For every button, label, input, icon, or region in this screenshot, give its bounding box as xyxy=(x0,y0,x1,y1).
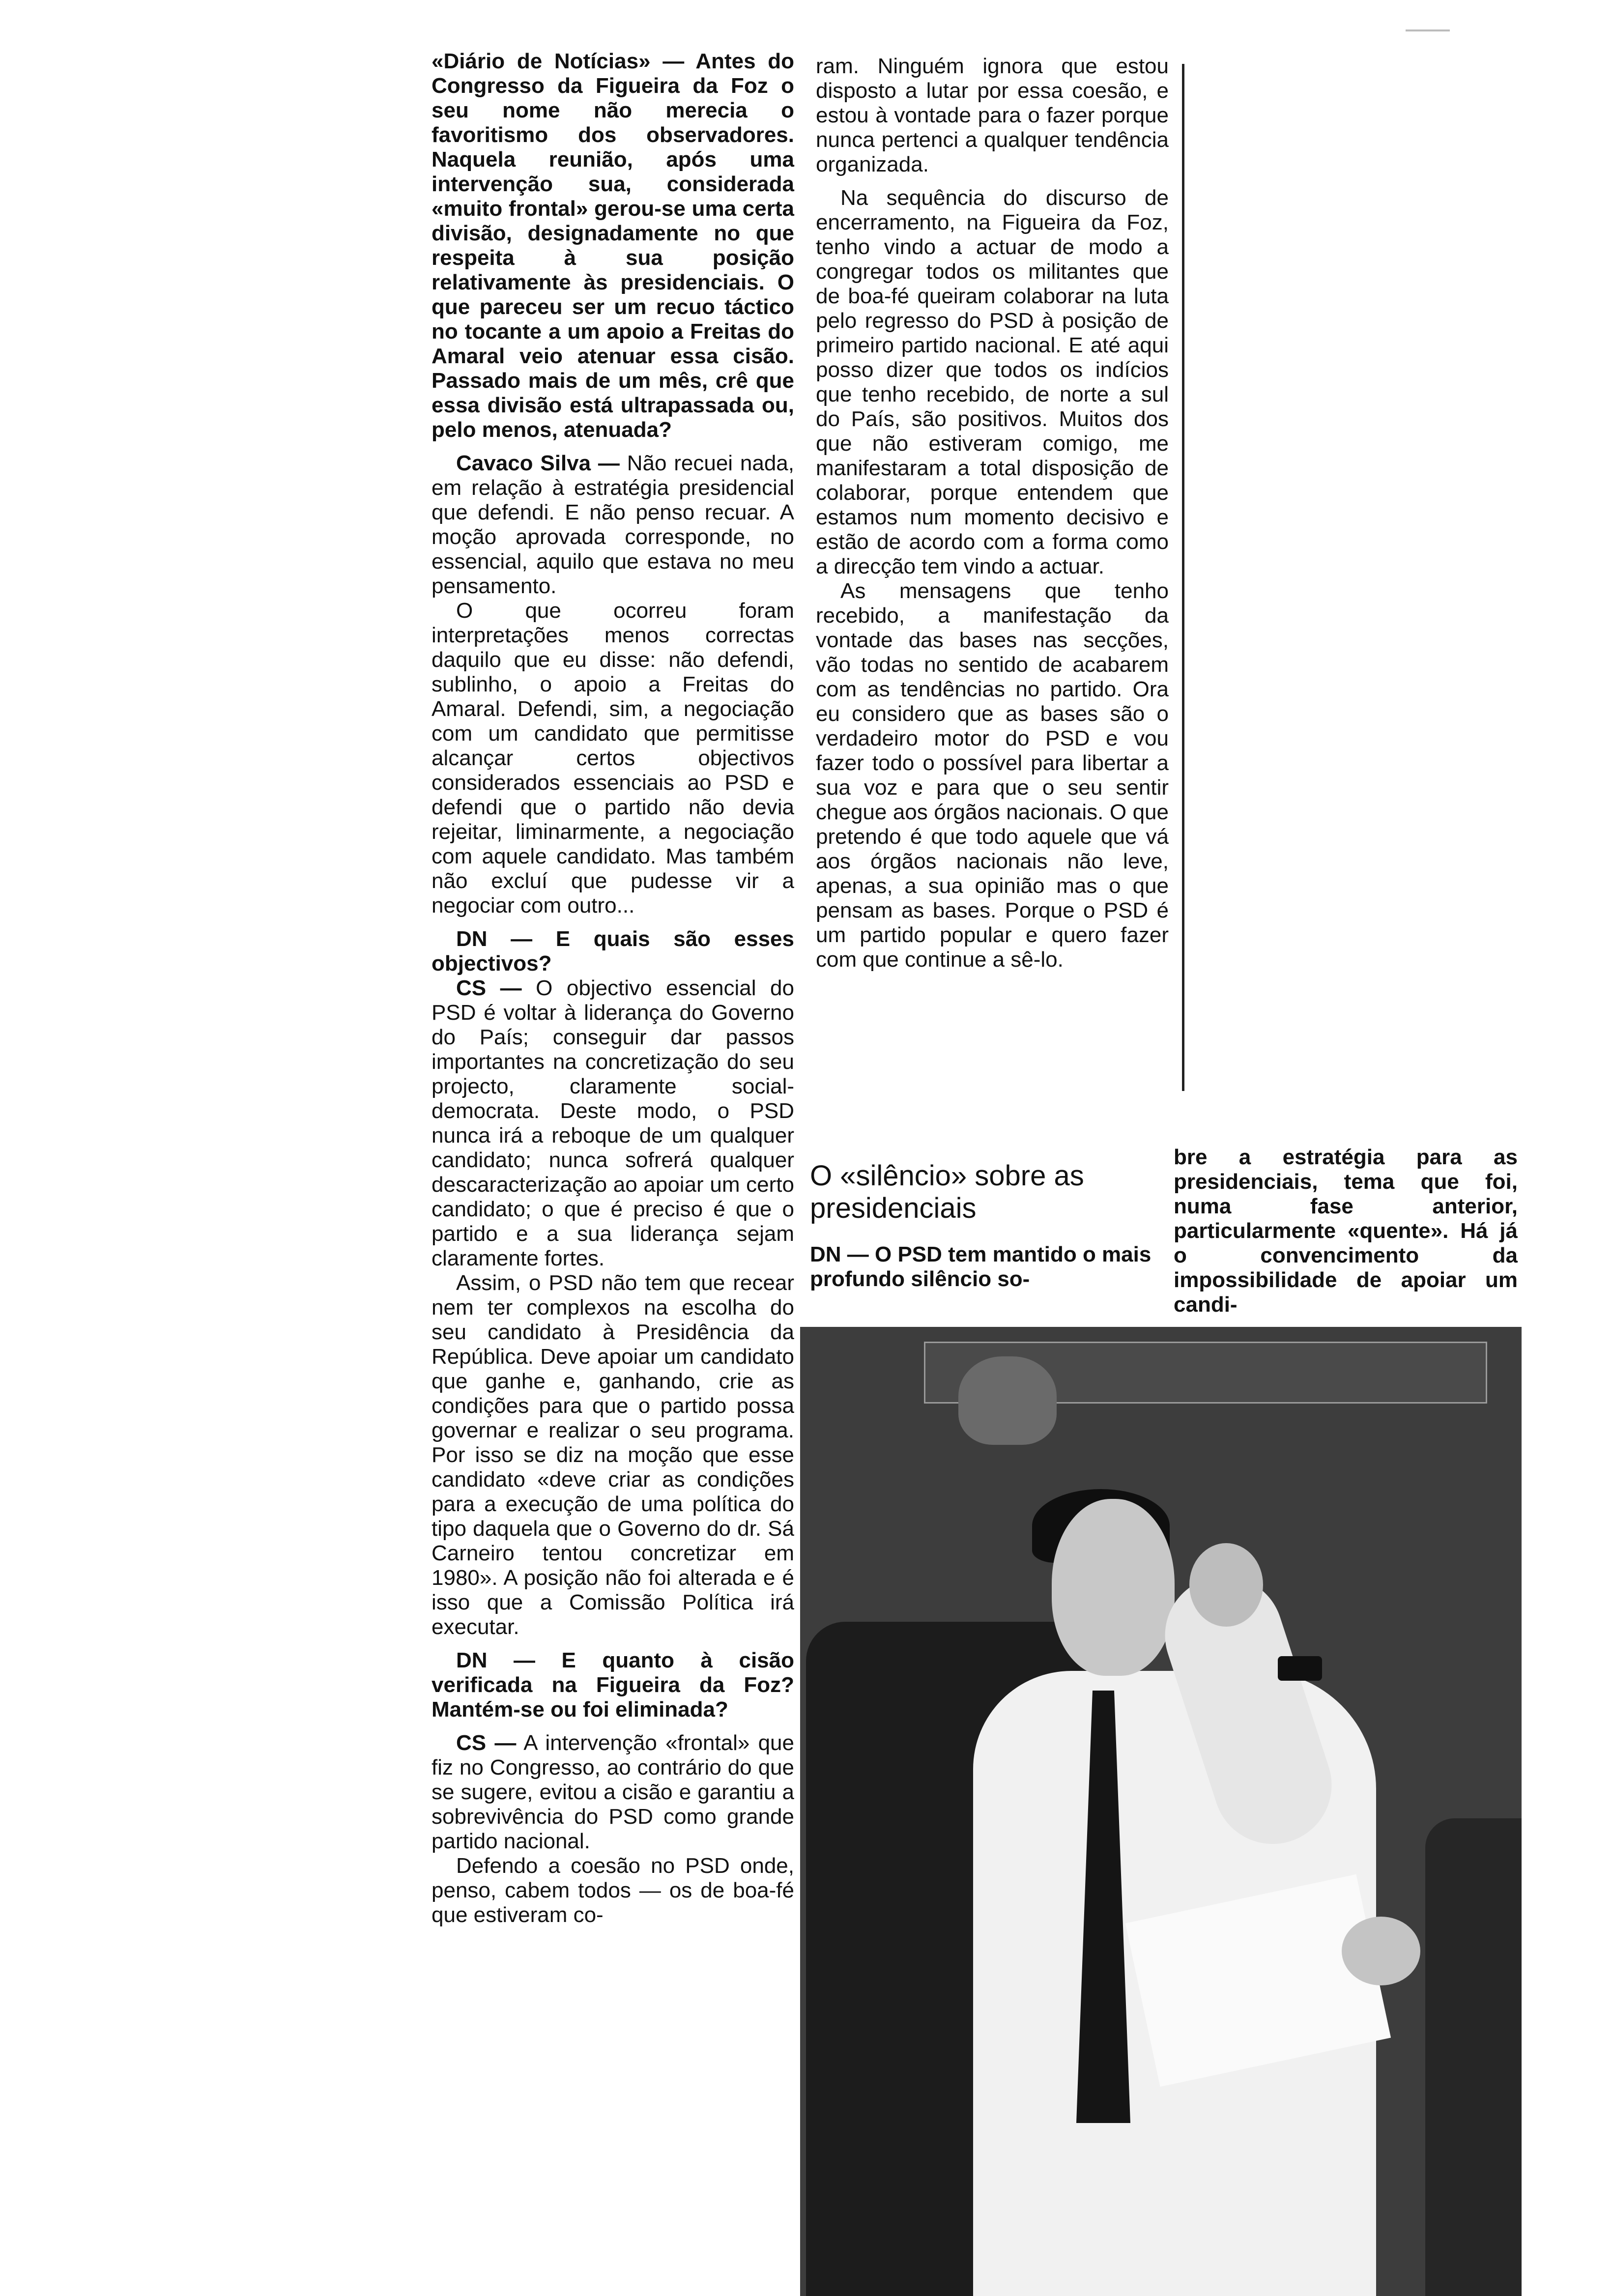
col2-paragraph-1: ram. Ninguém ignora que estou disposto a lutar por essa coesão, e estou à vontade para o fazer porque nunca pertenci a qualquer tendência organizada. xyxy=(816,54,1169,176)
speaker-cs: CS — xyxy=(456,976,522,1000)
photo-hand xyxy=(1189,1543,1263,1627)
photo-crest xyxy=(958,1356,1057,1445)
article-column-2 xyxy=(816,54,1169,972)
photo-face xyxy=(1052,1499,1175,1676)
article-column-3 xyxy=(1174,1145,1518,1317)
question-1: «Diário de Notícias» — Antes do Congresso da Figueira da Foz o seu nome não merecia o favoritismo dos observadores. Naquela reunião, após uma intervenção sua, considerada «muito frontal» gerou-se uma certa divisão, designadamente no que respeita à sua posição relativamente às presidenciais. O que pareceu ser um recuo táctico no tocante a um apoio a Freitas do Amaral veio atenuar essa cisão. Passado mais de um mês, crê que essa divisão está ultrapassada ou, pelo menos, atenuada? xyxy=(432,49,794,442)
answer-2-paragraph-2: Assim, o PSD não tem que recear nem ter complexos na escolha do seu candidato à Presidência da República. Deve apoiar um candidato que ganhe e, ganhando, crie as condições para que o partido possa governar e realizar o seu programa. Por isso se diz na moção que esse candidato «deve criar as condições para a execução de uma política do tipo daquela que o Governo do dr. Sá Carneiro tentou concretizar em 1980». A posição não foi alterada e é isso que a Comissão Política irá executar. xyxy=(432,1271,794,1639)
scan-mark xyxy=(1406,29,1450,31)
answer-1 xyxy=(432,451,794,599)
col3-paragraph: bre a estratégia para as presidenciais, tema que foi, numa fase anterior, particularmente «quente». Há já o convencimento da impossibilidade de apoiar um candi- xyxy=(1174,1145,1518,1317)
answer-2-text: O objectivo essencial do PSD é voltar à liderança do Governo do País; conseguir dar passos importantes na concretização do seu projecto, claramente social-democrata. Deste modo, o PSD nunca irá a reboque de um qualquer candidato; nunca sofrerá qualquer descaracterização ao apoiar um certo candidato; o que é preciso é que o partido e a sua liderança sejam claramente fortes. xyxy=(432,976,794,1270)
col2-paragraph-2: Na sequência do discurso de encerramento, na Figueira da Foz, tenho vindo a actuar de modo a congregar todos os militantes que de boa-fé queiram colaborar na luta pelo regresso do PSD à posição de primeiro partido nacional. E até aqui posso dizer que todos os indícios que tenho recebido, de norte a sul do País, são positivos. Muitos dos que não estiveram comigo, me manifestaram a total disposição de colaborar, porque entendem que estamos num momento decisivo e estão de acordo com a forma como a direcção tem vindo a actuar. xyxy=(816,186,1169,578)
answer-3-text: A intervenção «frontal» que fiz no Congresso, ao contrário do que se sugere, evitou a cisão e garantiu a sobrevivência do PSD como grande partido nacional. xyxy=(432,1731,794,1853)
article-column-1 xyxy=(432,49,794,1927)
answer-1-paragraph-2: O que ocorreu foram interpretações menos correctas daquilo que eu disse: não defendi, sublinho, o apoio a Freitas do Amaral. Defendi, sim, a negociação com um candidato que permitisse alcançar certos objectivos considerados essenciais ao PSD e defendi que o partido não devia rejeitar, liminarmente, a negociação com aquele candidato. Mas também não excluí que pudesse vir a negociar com outro... xyxy=(432,599,794,918)
question-3: DN — E quanto à cisão verificada na Figueira da Foz? Mantém-se ou foi eliminada? xyxy=(432,1648,794,1722)
answer-3 xyxy=(432,1731,794,1854)
answer-3-paragraph-2: Defendo a coesão no PSD onde, penso, cabem todos — os de boa-fé que estiveram co- xyxy=(432,1854,794,1927)
photo-watch xyxy=(1278,1656,1322,1681)
speaker-cavaco-silva: Cavaco Silva — xyxy=(456,451,620,475)
col2-paragraph-3: As mensagens que tenho recebido, a manifestação da vontade das bases nas secções, vão todas no sentido de acabarem com as tendências no partido. Ora eu considero que as bases são o verdadeiro motor do PSD e vou fazer todo o possível para libertar a sua voz e para que o seu sentir chegue aos órgãos nacionais. O que pretendo é que todo aquele que vá aos órgãos nacionais não leve, apenas, a sua opinião mas o que pensam as bases. Porque o PSD é um partido popular e quero fazer com que continue a sê-lo. xyxy=(816,579,1169,972)
photo-chair-arm xyxy=(1425,1818,1522,2296)
section-headline: O «silêncio» sobre as presidenciais xyxy=(810,1160,1084,1224)
photo-hand-holding-paper xyxy=(1342,1917,1420,1985)
column-rule xyxy=(1182,64,1184,1091)
answer-1-text: Não recuei nada, em relação à estratégia presidencial que defendi. E não penso recuar. A moção aprovada corresponde, no essencial, aquilo que estava no meu pensamento. xyxy=(432,451,794,598)
answer-2 xyxy=(432,976,794,1271)
question-2: DN — E quais são esses objectivos? xyxy=(432,927,794,976)
section-subhead: DN — O PSD tem mantido o mais profundo silêncio so- xyxy=(810,1242,1151,1291)
speaker-cs: CS — xyxy=(456,1731,517,1755)
